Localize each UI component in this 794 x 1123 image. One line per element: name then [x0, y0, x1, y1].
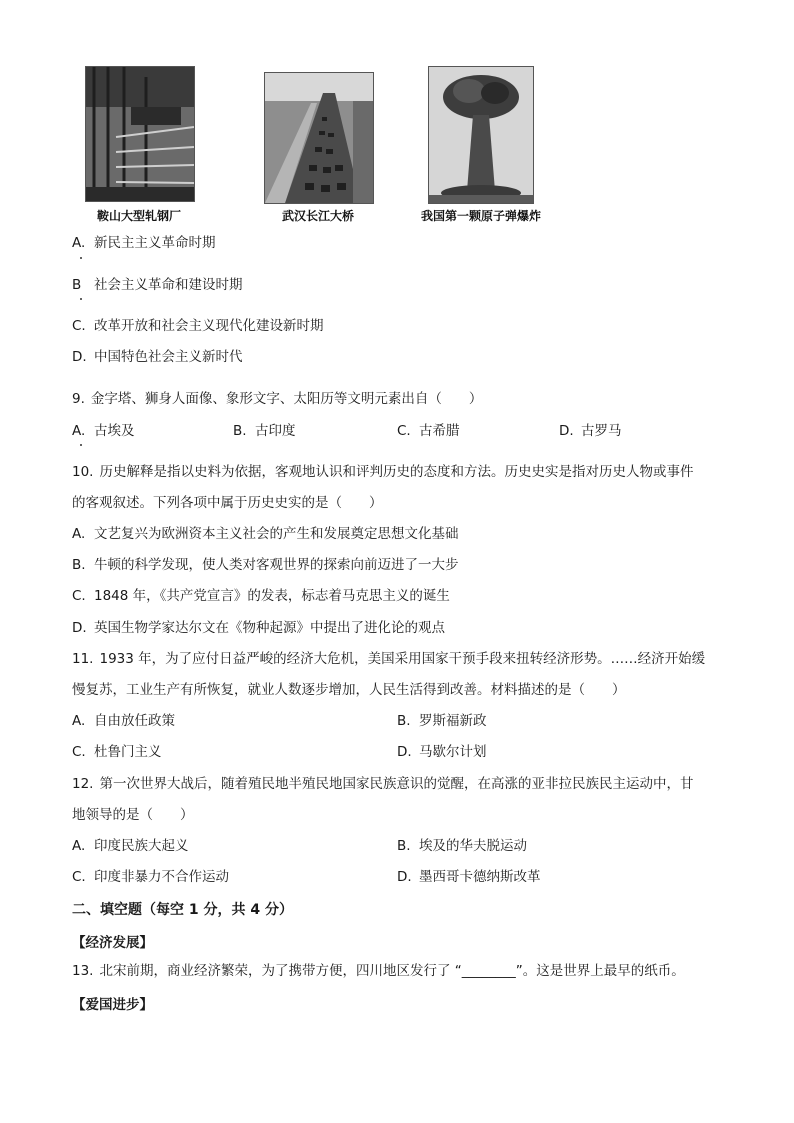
option-key: D. — [559, 423, 574, 439]
option-key: C. — [72, 588, 86, 604]
option-key: C. — [397, 423, 411, 439]
option-text: 古埃及 — [94, 423, 135, 439]
option-text: 牛顿的科学发现，使人类对客观世界的探索向前迈进了一大步 — [94, 557, 459, 573]
option-key: D. — [397, 744, 412, 760]
q11-stem-cont: 慢复苏，工业生产有所恢复，就业人数逐步增加，人民生活得到改善。材料描述的是（ ） — [72, 682, 626, 698]
question-number: 9. — [72, 391, 85, 407]
q10-option-b[interactable] — [72, 556, 459, 574]
q13-stem — [72, 962, 685, 980]
option-text: 印度民族大起义 — [94, 838, 189, 854]
option-text: 杜鲁门主义 — [94, 744, 162, 760]
q9-option-a[interactable] — [72, 422, 135, 440]
option-text: 印度非暴力不合作运动 — [94, 869, 229, 885]
option-text: 1848 年，《共产党宣言》的发表，标志着马克思主义的诞生 — [94, 588, 450, 604]
option-key: A. — [72, 526, 86, 542]
option-key: A. — [72, 713, 86, 729]
option-text: 自由放任政策 — [94, 713, 175, 729]
option-key: C. — [72, 869, 86, 885]
question-number: 10. — [72, 464, 94, 480]
option-key: D. — [72, 620, 87, 636]
question-text: 北宋前期，商业经济繁荣，为了携带方便，四川地区发行了 “ — [99, 963, 462, 979]
option-key: D. — [72, 349, 87, 365]
q10-option-c[interactable] — [72, 587, 450, 605]
q10-option-a[interactable] — [72, 525, 459, 543]
q9-option-b[interactable] — [233, 422, 296, 440]
q8-option-d[interactable] — [72, 348, 243, 366]
option-key: B. — [397, 838, 411, 854]
option-key: B. — [72, 557, 86, 573]
q11-option-a[interactable] — [72, 712, 175, 730]
q10-stem-cont: 的客观叙述。下列各项中属于历史史实的是（ ） — [72, 495, 383, 511]
q9-option-d[interactable] — [559, 422, 622, 440]
section-title: 二、填空题（每空 1 分，共 4 分） — [72, 902, 293, 918]
q10-stem — [72, 463, 693, 481]
scan-dot — [80, 444, 82, 446]
q8-option-c[interactable] — [72, 317, 324, 335]
option-text: 文艺复兴为欧洲资本主义社会的产生和发展奠定思想文化基础 — [94, 526, 459, 542]
option-text: 古希腊 — [419, 423, 460, 439]
figure-caption-3: 我国第一颗原子弹爆炸 — [420, 209, 541, 223]
option-key: B. — [397, 713, 411, 729]
option-key: C. — [72, 318, 86, 334]
q12-stem-cont: 地领导的是（ ） — [72, 807, 194, 823]
question-number: 11. — [72, 651, 94, 667]
option-text: 罗斯福新政 — [419, 713, 487, 729]
option-text: 古罗马 — [581, 423, 622, 439]
figure-caption-1: 鞍山大型轧钢厂 — [96, 209, 181, 223]
question-text: 金字塔、狮身人面像、象形文字、太阳历等文明元素出自（ ） — [90, 391, 483, 407]
option-key: A. — [72, 423, 86, 439]
q12-option-b[interactable] — [397, 837, 527, 855]
q11-option-b[interactable] — [397, 712, 487, 730]
option-key: A. — [72, 235, 86, 251]
option-text: 古印度 — [255, 423, 296, 439]
q12-option-a[interactable] — [72, 837, 189, 855]
question-text: 1933 年，为了应付日益严峻的经济大危机，美国采用国家干预手段来扭转经济形势。……经济开始缓 — [99, 651, 706, 667]
option-text: 马歇尔计划 — [419, 744, 487, 760]
question-number: 12. — [72, 776, 94, 792]
q12-option-c[interactable] — [72, 868, 229, 886]
option-key: B. — [233, 423, 247, 439]
scan-dot — [80, 298, 82, 300]
option-key: C. — [72, 744, 86, 760]
option-text: 改革开放和社会主义现代化建设新时期 — [94, 318, 324, 334]
scan-dot — [80, 257, 82, 259]
option-text: 埃及的华夫脱运动 — [419, 838, 527, 854]
option-text: 英国生物学家达尔文在《物种起源》中提出了进化论的观点 — [94, 620, 445, 636]
q8-option-a[interactable] — [72, 234, 216, 252]
q10-option-d[interactable] — [72, 619, 445, 637]
topic-tag-economy: 【经济发展】 — [72, 935, 153, 951]
topic-tag-patriotism: 【爱国进步】 — [72, 997, 153, 1013]
steel-mill-photo — [85, 66, 195, 202]
bridge-photo — [264, 72, 374, 204]
option-key: A. — [72, 838, 86, 854]
q12-stem — [72, 775, 693, 793]
q8-option-b[interactable] — [72, 276, 243, 294]
question-text: 历史解释是指以史料为依据，客观地认识和评判历史的态度和方法。历史史实是指对历史人物或事件 — [99, 464, 694, 480]
q9-stem — [72, 390, 482, 408]
option-text: 中国特色社会主义新时代 — [94, 349, 243, 365]
option-key: B — [72, 277, 82, 293]
question-text: 第一次世界大战后，随着殖民地半殖民地国家民族意识的觉醒，在高涨的亚非拉民族民主运动中，甘 — [99, 776, 694, 792]
option-text: 新民主主义革命时期 — [94, 235, 216, 251]
figure-caption-2: 武汉长江大桥 — [281, 209, 354, 223]
answer-blank[interactable]: ________ — [461, 963, 516, 979]
option-text: 社会主义革命和建设时期 — [94, 277, 243, 293]
option-text: 墨西哥卡德纳斯改革 — [419, 869, 541, 885]
mushroom-cloud-photo — [428, 66, 534, 204]
q9-option-c[interactable] — [397, 422, 460, 440]
question-number: 13. — [72, 963, 94, 979]
q12-option-d[interactable] — [397, 868, 541, 886]
q11-option-d[interactable] — [397, 743, 487, 761]
question-text-cont: ”。这是世界上最早的纸币。 — [515, 963, 685, 979]
option-key: D. — [397, 869, 412, 885]
q11-option-c[interactable] — [72, 743, 162, 761]
q11-stem — [72, 650, 705, 668]
